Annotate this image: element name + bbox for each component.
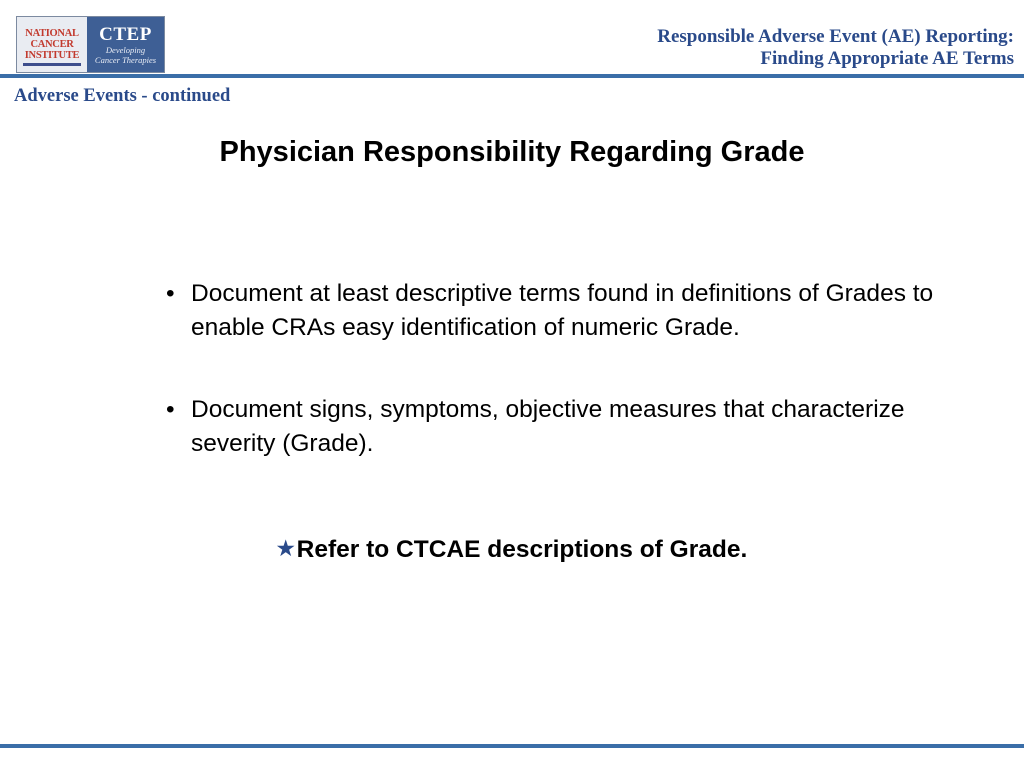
header-title-line-2: Finding Appropriate AE Terms [760,48,1014,69]
nci-logo-line-3: INSTITUTE [24,50,80,61]
nci-logo [17,17,87,72]
ctep-logo-sub-1: Developing [105,44,146,55]
ctep-logo-title: CTEP [99,23,152,45]
star-icon: ★ [276,538,295,560]
nci-logo-line-2: CANCER [30,39,74,50]
bullet-item [166,393,986,461]
ctep-logo-sub-2: Cancer Therapies [94,54,157,65]
bullet-glyph: • [166,280,175,307]
header-title [657,26,1014,70]
bullet-glyph: • [166,396,175,423]
callout-text: Refer to CTCAE descriptions of Grade. [296,536,748,563]
bullet-text: Document at least descriptive terms found in definitions of Grades to enable CRAs easy identification of numeric Grade. [191,280,934,341]
nci-logo-underline [23,63,81,66]
section-label: Adverse Events - continued [14,86,231,106]
bottom-divider [0,744,1024,748]
nci-ctep-logo [16,16,165,73]
bullet-item [166,277,986,345]
bullet-list [166,277,986,509]
slide-title: Physician Responsibility Regarding Grade [219,136,805,168]
header-title-line-1: Responsible Adverse Event (AE) Reporting: [657,26,1014,47]
top-divider [0,74,1024,78]
callout [0,536,1024,564]
nci-logo-line-1: NATIONAL [25,28,79,39]
bullet-text: Document signs, symptoms, objective measures that characterize severity (Grade). [191,396,905,457]
ctep-logo [87,17,164,72]
